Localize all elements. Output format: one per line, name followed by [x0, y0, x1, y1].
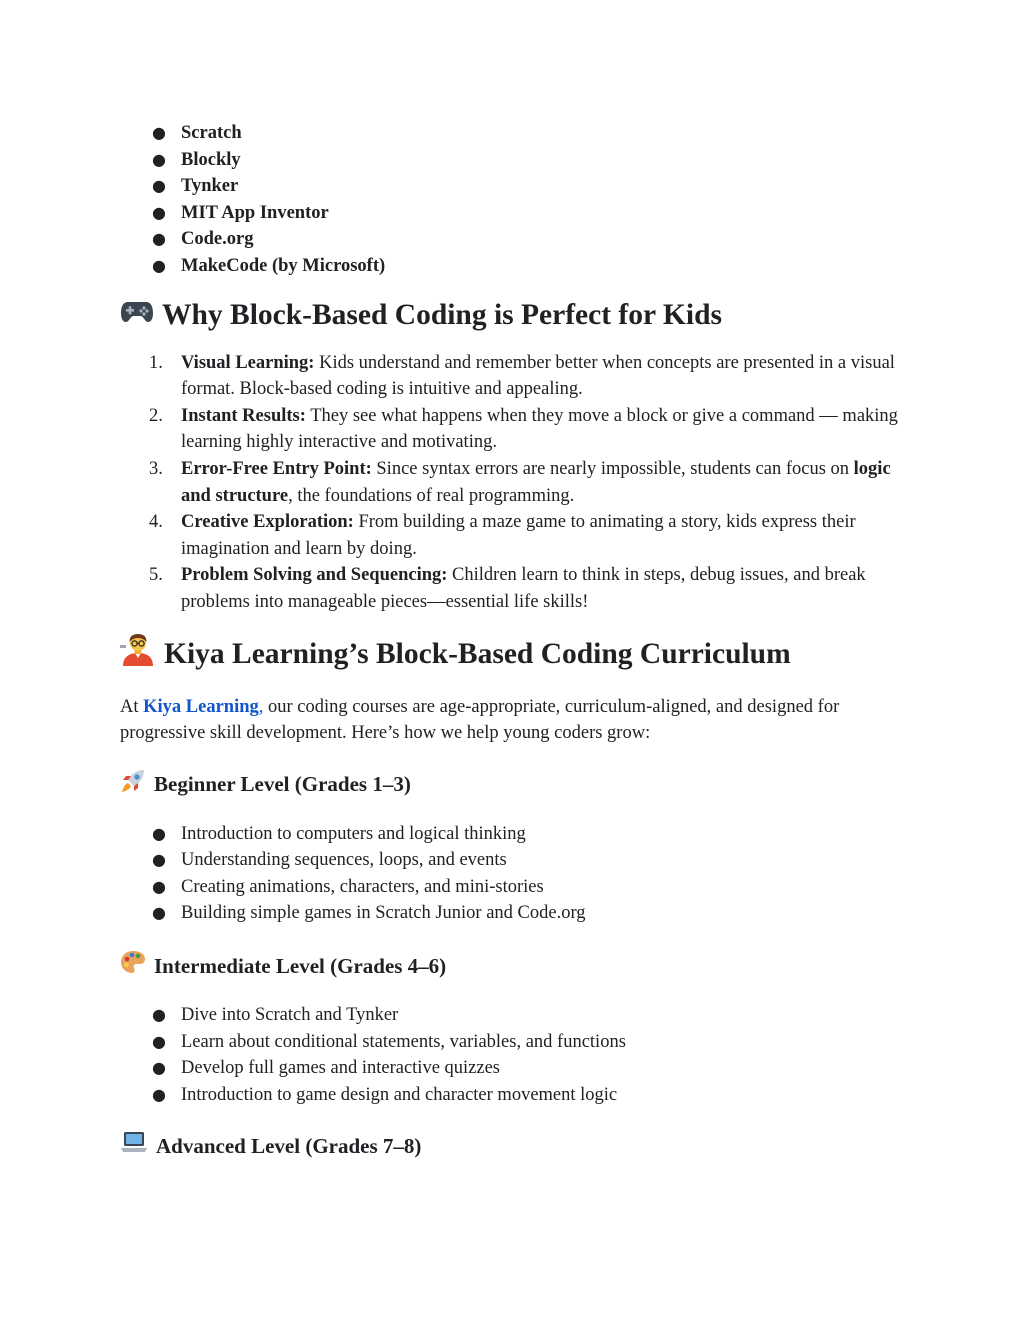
- list-item: ● Introduction to computers and logical thinking: [152, 823, 526, 844]
- beginner-list: [120, 821, 910, 927]
- list-item: 1. Visual Learning: Kids understand and remember better when concepts are presented in a visual format. Block-based coding is intuitive and appealing.: [149, 352, 895, 400]
- list-item: ● Learn about conditional statements, variables, and functions: [152, 1031, 626, 1052]
- list-item: ● MakeCode (by Microsoft): [152, 255, 386, 276]
- list-item: ● Understanding sequences, loops, and events: [152, 850, 507, 871]
- list-item: ● MIT App Inventor: [152, 202, 329, 223]
- intermediate-list: [120, 1002, 910, 1108]
- kiya-learning-link[interactable]: Kiya Learning: [143, 696, 259, 717]
- teacher-icon: [120, 632, 156, 676]
- why-heading: [120, 296, 910, 334]
- curriculum-heading-text: Kiya Learning’s Block-Based Coding Curriculum: [164, 637, 791, 670]
- curriculum-intro: At Kiya Learning, our coding courses are age-appropriate, curriculum-aligned, and designed for progressive skill development. Here’s how we help young coders grow:: [120, 696, 840, 744]
- list-item: ● Code.org: [152, 229, 254, 250]
- list-item: ● Scratch: [152, 123, 242, 143]
- intermediate-heading: [120, 949, 910, 982]
- list-item: ● Develop full games and interactive quizzes: [152, 1058, 500, 1079]
- list-item: 2. Instant Results: They see what happens when they move a block or give a command — making learning highly interactive and motivating.: [149, 405, 898, 453]
- beginner-heading: [120, 768, 910, 801]
- why-heading-text: Why Block-Based Coding is Perfect for Kids: [162, 298, 722, 331]
- list-item: 3. Error-Free Entry Point: Since syntax errors are nearly impossible, students can focus on logic and structure, the foundations of real programming.: [149, 458, 891, 506]
- beginner-heading-text: Beginner Level (Grades 1–3): [154, 772, 411, 797]
- list-item: 4. Creative Exploration: From building a maze game to animating a story, kids express their imagination and learn by doing.: [149, 512, 856, 559]
- curriculum-heading: [120, 632, 910, 676]
- why-list: [120, 350, 910, 616]
- list-item: ● Blockly: [152, 149, 241, 170]
- list-item: ● Building simple games in Scratch Junior and Code.org: [152, 903, 586, 924]
- laptop-icon: [120, 1130, 148, 1161]
- list-item: ● Dive into Scratch and Tynker: [152, 1005, 399, 1026]
- advanced-heading: [120, 1130, 910, 1161]
- advanced-heading-text: Advanced Level (Grades 7–8): [156, 1133, 422, 1158]
- rocket-icon: [120, 768, 146, 801]
- game-controller-icon: [120, 296, 154, 334]
- list-item: ● Creating animations, characters, and mini-stories: [152, 876, 544, 897]
- document-page: [120, 118, 910, 1161]
- list-item: ● Introduction to game design and character movement logic: [152, 1084, 618, 1105]
- palette-icon: [120, 949, 146, 982]
- tools-list: [120, 120, 910, 280]
- list-item: 5. Problem Solving and Sequencing: Children learn to think in steps, debug issues, and break problems into manageable pieces—essential life skills!: [149, 565, 866, 612]
- list-item: ● Tynker: [152, 176, 239, 197]
- intermediate-heading-text: Intermediate Level (Grades 4–6): [154, 953, 447, 978]
